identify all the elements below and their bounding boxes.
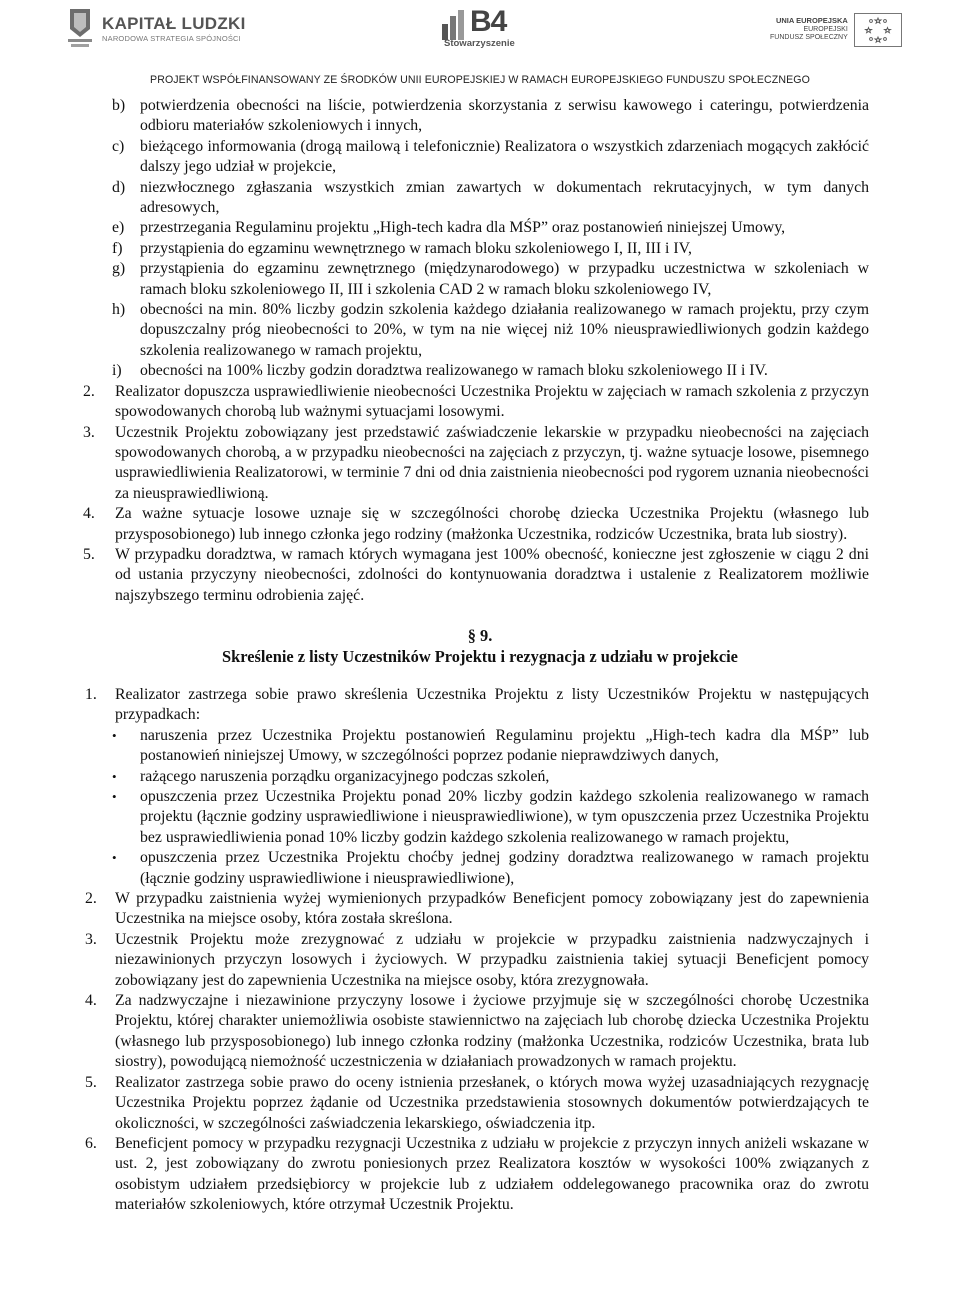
paragraph-text: Beneficjent pomocy w przypadku rezygnacji Uczestnika z udziału w projekcie z przyczyn innych aniżeli wskazane w ust. 2, jest zobowiązany do zwrotu poniesionych przez Realizatora kosztów w wysokości 100% związanych z osobistym udziałem przedsiębiorcy w projekcie lub z udziałem oddelegowanego pracownika oraz do zwrotu materiałów szkoleniowych, które otrzymał Uczestnik Projektu.	[115, 1134, 869, 1214]
paragraph-list-a	[0, 382, 960, 606]
b4-subtitle: Stowarzyszenie	[444, 38, 515, 49]
numbered-paragraph	[85, 1134, 869, 1216]
list-item	[112, 218, 869, 238]
paragraph-list-b	[0, 889, 960, 1216]
bullet-icon: •	[112, 850, 117, 866]
paragraph-number: 3.	[85, 930, 97, 948]
document-body	[0, 96, 960, 1216]
paragraph-text: Uczestnik Projektu zobowiązany jest przedstawić zaświadczenie lekarskie w przypadku nieobecności na zajęciach spowodowanych chorobą, a w przypadku nieobecności na zajęciach z przyczyn, tj. ważne sytuacje losowe, pisemnego usprawiedliwienia Realizatorowi, w terminie 7 dni od dnia zaistnienia nieobecności pod rygorem uznania nieobecności za nieusprawiedliwioną.	[115, 423, 869, 502]
paragraph-text: Za ważne sytuacje losowe uznaje się w szczególności chorobę dziecka Uczestnika Projektu (własnego lub przysposobionego) lub innego członka jego rodziny (małżonka Uczestnika, rodziców Uczestnika, brata lub siostry).	[115, 505, 869, 543]
bullet-item	[112, 787, 869, 848]
list-item	[112, 178, 869, 219]
bullet-icon: •	[112, 789, 117, 804]
paragraph-number: 2.	[83, 382, 95, 400]
eu-title: UNIA EUROPEJSKA	[775, 16, 848, 26]
bullet-icon: •	[112, 727, 117, 743]
list-marker: b)	[112, 97, 126, 114]
paragraph-text: Uczestnik Projektu może zrezygnować z udziału w projekcie w przypadku zaistnienia nadzwyczajnych i niezawinionych przyczyn losowych i życiowych. W przypadku zaistnienia takiej sytuacji Beneficjent pomocy zobowiązany jest do zapewnienia Uczestnika na miejsce osoby, która zrezygnowała.	[115, 930, 869, 989]
obligations-list	[0, 96, 960, 382]
numbered-paragraph	[85, 889, 869, 930]
paragraph-number: 1.	[85, 685, 97, 703]
b4-emblem-icon	[440, 10, 470, 40]
numbered-paragraph	[83, 423, 869, 505]
bullet-text: opuszczenia przez Uczestnika Projektu choćby jednej godziny doradztwa realizowanego w ramach projektu (łącznie godziny usprawiedliwione i nieusprawiedliwione),	[140, 849, 869, 887]
list-item-text: niezwłocznego zgłaszania wszystkich zmian zawartych w dokumentach rekrutacyjnych, w tym danych adresowych,	[140, 178, 869, 217]
bullet-text: rażącego naruszenia porządku organizacyjnego podczas szkoleń,	[140, 767, 550, 785]
numbered-paragraph	[85, 991, 869, 1073]
numbered-paragraph	[85, 685, 869, 726]
list-item	[112, 239, 869, 259]
numbered-paragraph	[83, 382, 869, 423]
eu-line-3: FUNDUSZ SPOŁECZNY	[770, 34, 848, 42]
list-marker: c)	[112, 137, 125, 155]
numbered-paragraph	[85, 1073, 869, 1134]
kapital-ludzki-subtitle: NARODOWA STRATEGIA SPÓJNOŚCI	[102, 34, 241, 43]
paragraph-number: 4.	[85, 992, 97, 1010]
list-item-text: przystąpienia do egzaminu zewnętrznego (międzynarodowego) w przypadku uczestnictwa w szkoleniach w ramach bloku szkoleniowego II, III i szkolenia CAD 2 w ramach bloku szkoleniowego IV,	[140, 260, 869, 298]
list-item	[112, 361, 869, 381]
project-cofinancing-line: PROJEKT WSPÓŁFINANSOWANY ZE ŚRODKÓW UNII EUROPEJSKIEJ W RAMACH EUROPEJSKIEGO FUNDUSZU SPOŁECZNEGO	[150, 74, 810, 86]
b4-logo	[440, 5, 520, 52]
bullet-item	[112, 767, 869, 787]
bullet-item	[112, 726, 869, 767]
list-marker: d)	[112, 178, 126, 196]
page-header	[0, 0, 960, 96]
list-item	[112, 96, 869, 137]
bullet-icon: •	[112, 768, 117, 784]
kapital-ludzki-emblem-icon	[66, 7, 94, 51]
paragraph-number: 5.	[83, 545, 95, 563]
paragraph-text: W przypadku doradztwa, w ramach których wymagana jest 100% obecność, konieczne jest zgłoszenie w ciągu 2 dni od ustania przyczyny nieobecności, zdolności do kontynuowania doradztwa i ustalenie z Realizatorem możliwie najszybszego terminu odrobienia zajęć.	[115, 545, 869, 604]
list-marker: g)	[112, 260, 126, 278]
paragraph-text: Realizator zastrzega sobie prawo skreślenia Uczestnika Projektu z listy Uczestników Projektu w następujących przypadkach:	[115, 685, 869, 724]
list-item-text: obecności na 100% liczby godzin doradztwa realizowanego w ramach bloku szkoleniowego II i IV.	[140, 362, 768, 380]
list-marker: f)	[112, 239, 123, 257]
numbered-paragraph	[83, 545, 869, 606]
paragraph-text: Realizator zastrzega sobie prawo do oceny istnienia przesłanek, o których mowa wyżej uzasadniających rezygnację Uczestnika Projektu poprzez żądanie od Uczestnika przedstawienia stosownych dokumentów potwierdzających te okoliczności, w szczególności zaświadczenia lekarskiego, oświadczenia itp.	[115, 1073, 869, 1132]
list-item-text: przestrzegania Regulaminu projektu „High-tech kadra dla MŚP” oraz postanowień niniejszej Umowy,	[140, 219, 786, 237]
b4-title: B4	[470, 5, 507, 38]
eu-logo	[770, 12, 902, 48]
kapital-ludzki-title: KAPITAŁ LUDZKI	[102, 14, 246, 33]
list-marker: i)	[112, 362, 122, 380]
list-item	[112, 300, 869, 361]
paragraph-text: Realizator dopuszcza usprawiedliwienie nieobecności Uczestnika Projektu w zajęciach w ramach szkolenia z przyczyn spowodowanych chorobą lub ważnymi sytuacjami losowymi.	[115, 382, 869, 421]
paragraph-number: 2.	[85, 890, 97, 908]
removal-reasons-list	[0, 726, 960, 889]
paragraph-text: Za nadzwyczajne i niezawinione przyczyny losowe i życiowe przyjmuje się w szczególności chorobę Uczestnika Projektu, której charakter uniemożliwia osobiste stawiennictwo na zajęciach lub chorobę dziecka Uczestnika Projektu (własnego lub przysposobionego) lub innego członka rodziny (małżonka Uczestnika, rodziców Uczestnika, brata lub siostry), powodującą niemożność uczestniczenia w działaniach prowadzonych w ramach projektu.	[115, 992, 869, 1071]
list-item-text: potwierdzenia obecności na liście, potwierdzenia skorzystania z serwisu kawowego i cateringu, potwierdzenia odbioru materiałów szkoleniowych i innych,	[140, 97, 869, 135]
paragraph-text: W przypadku zaistnienia wyżej wymienionych przypadków Beneficjent pomocy zobowiązany jest do zapewnienia Uczestnika na miejsce osoby, która została skreślona.	[115, 890, 869, 928]
list-marker: h)	[112, 301, 126, 319]
bullet-item	[112, 848, 869, 889]
section-title: Skreślenie z listy Uczestników Projektu i rezygnacja z udziału w projekcie	[222, 646, 738, 666]
eu-flag-icon	[854, 13, 902, 47]
section-number: § 9.	[467, 626, 493, 646]
list-item	[112, 259, 869, 300]
kapital-ludzki-logo	[66, 4, 246, 54]
list-marker: e)	[112, 219, 125, 237]
numbered-paragraph	[85, 930, 869, 991]
bullet-text: opuszczenia przez Uczestnika Projektu ponad 20% liczby godzin każdego szkolenia realizowanego w ramach projektu (łącznie godziny usprawiedliwione i nieusprawiedliwione), w tym opuszczenia przez Uczestnika Projektu bez usprawiedliwienia ponad 10% liczby godzin każdego szkolenia realizowanego w ramach projektu,	[140, 788, 869, 846]
paragraph-number: 5.	[85, 1073, 97, 1091]
eu-line-2: EUROPEJSKI	[803, 25, 848, 33]
numbered-paragraph	[83, 504, 869, 545]
paragraph-number: 6.	[85, 1134, 97, 1152]
paragraph-number: 4.	[83, 505, 95, 523]
paragraph-number: 3.	[83, 423, 95, 441]
bullet-text: naruszenia przez Uczestnika Projektu postanowień Regulaminu projektu „High-tech kadra dla MŚP” lub postanowień niniejszej Umowy, w szczególności poprzez podanie nieprawdziwych danych,	[140, 726, 869, 765]
list-item-text: obecności na min. 80% liczby godzin szkolenia każdego działania realizowanego w ramach projektu, przy czym dopuszczalny próg nieobecności to 20%, w tym na nie więcej niż 10% nieusprawiedliwionych godzin każdego szkolenia realizowanego w ramach projektu,	[140, 301, 869, 359]
list-item-text: przystąpienia do egzaminu wewnętrznego w ramach bloku szkoleniowego I, II, III i IV,	[140, 239, 692, 257]
list-item	[112, 137, 869, 178]
list-item-text: bieżącego informowania (drogą mailową i telefonicznie) Realizatora o wszystkich zdarzeniach mogących zakłócić dalszy jego udział w projekcie,	[140, 137, 869, 176]
